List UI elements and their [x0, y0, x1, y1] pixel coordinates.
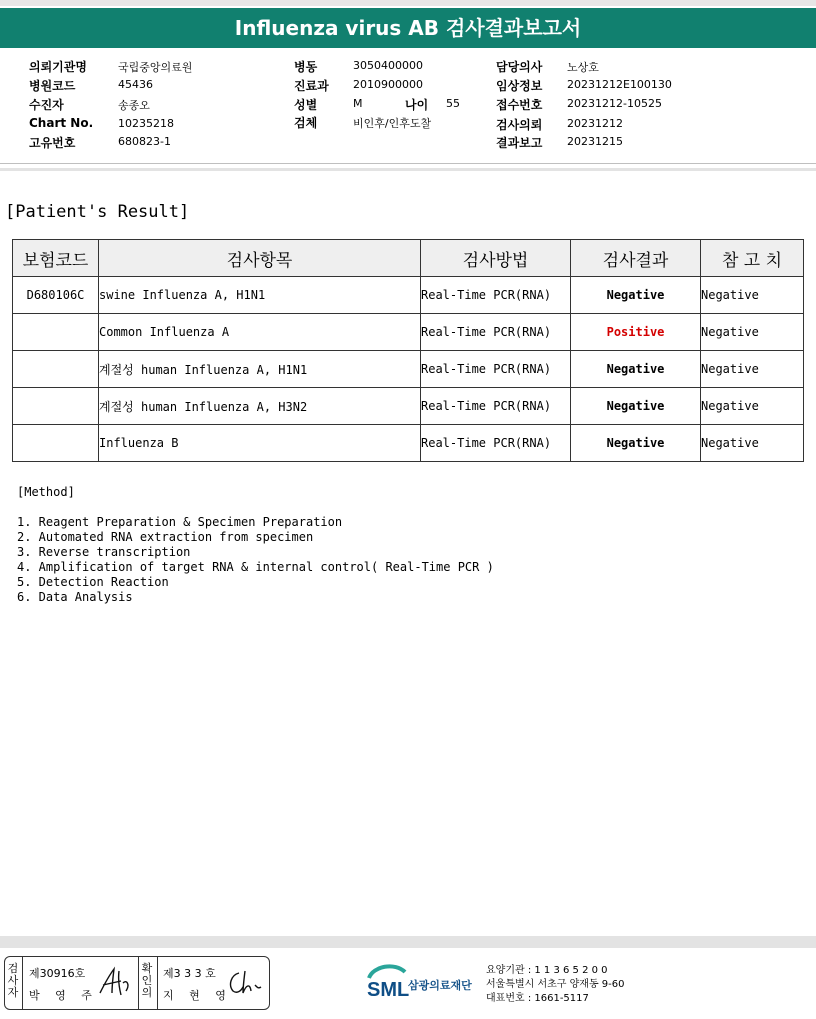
institution-number: 요양기관 : 1 1 3 6 5 2 0 0 — [486, 965, 608, 976]
report-date-value: 20231215 — [567, 135, 623, 148]
divider — [138, 957, 139, 1009]
test-method-cell: Real-Time PCR(RNA) — [421, 425, 571, 462]
column-header: 검사방법 — [421, 240, 571, 277]
patient-info-block — [0, 56, 816, 168]
test-item-cell: Influenza B — [99, 425, 421, 462]
method-step: 4. Amplification of target RNA & internal control( Real-Time PCR ) — [17, 560, 494, 574]
phone-number: 대표번호 : 1661-5117 — [486, 993, 589, 1004]
signature-box — [4, 956, 270, 1010]
age-label: 나이 — [405, 98, 429, 112]
reference-cell: Negative — [701, 277, 804, 314]
request-date-label: 검사의뢰 — [496, 118, 543, 132]
table-header-row — [13, 240, 804, 277]
hospital-value: 국립중앙의료원 — [118, 61, 193, 74]
table-row — [13, 314, 804, 351]
logo-text: SML — [367, 979, 410, 1001]
tester-signature-icon — [97, 965, 133, 999]
divider — [157, 957, 158, 1009]
reference-cell: Negative — [701, 351, 804, 388]
table-row — [13, 425, 804, 462]
sex-value: M — [353, 97, 363, 110]
test-method-cell: Real-Time PCR(RNA) — [421, 388, 571, 425]
clinical-info-label: 임상정보 — [496, 79, 543, 93]
test-result-cell: Negative — [571, 351, 701, 388]
confirmer-name: 지 현 영 — [163, 989, 232, 1002]
insurance-code-cell: D680106C — [13, 277, 99, 314]
report-title: Influenza virus AB 검사결과보고서 — [0, 8, 816, 48]
test-item-cell: swine Influenza A, H1N1 — [99, 277, 421, 314]
examinee-value: 송종오 — [118, 99, 150, 112]
table-row — [13, 388, 804, 425]
contact-info — [486, 964, 625, 1006]
hospital-label: 의뢰기관명 — [29, 60, 87, 74]
test-result-cell: Positive — [571, 314, 701, 351]
department-value: 2010900000 — [353, 78, 423, 91]
footer-gray-band — [0, 936, 816, 948]
test-item-cell: 계절성 human Influenza A, H1N1 — [99, 351, 421, 388]
table-row — [13, 351, 804, 388]
unique-number-value: 680823-1 — [118, 135, 171, 148]
receipt-number-value: 20231212-10525 — [567, 97, 662, 110]
insurance-code-cell — [13, 388, 99, 425]
test-method-cell: Real-Time PCR(RNA) — [421, 277, 571, 314]
examinee-label: 수진자 — [29, 98, 64, 112]
tester-name: 박 영 주 — [29, 989, 98, 1002]
reference-cell: Negative — [701, 314, 804, 351]
doctor-label: 담당의사 — [496, 60, 543, 74]
test-item-cell: Common Influenza A — [99, 314, 421, 351]
department-label: 진료과 — [294, 79, 329, 93]
test-item-cell: 계절성 human Influenza A, H3N2 — [99, 388, 421, 425]
confirmer-signature-icon — [225, 967, 263, 997]
ward-value: 3050400000 — [353, 59, 423, 72]
column-header: 참 고 치 — [701, 240, 804, 277]
method-title: [Method] — [17, 485, 75, 499]
insurance-code-cell — [13, 314, 99, 351]
hospital-code-label: 병원코드 — [29, 79, 76, 93]
sex-label: 성별 — [294, 98, 318, 112]
ward-label: 병동 — [294, 60, 318, 74]
method-step: 1. Reagent Preparation & Specimen Preparation — [17, 515, 343, 529]
receipt-number-label: 접수번호 — [496, 98, 543, 112]
confirmer-label: 확 인 의 — [141, 962, 153, 999]
method-step: 6. Data Analysis — [17, 590, 133, 604]
specimen-value: 비인후/인후도찰 — [353, 117, 432, 130]
report-date-label: 결과보고 — [496, 136, 543, 150]
tester-license-number: 제30916호 — [29, 967, 86, 980]
section-title: [Patient's Result] — [5, 202, 190, 222]
chart-number-label: Chart No. — [29, 116, 94, 130]
test-result-cell: Negative — [571, 425, 701, 462]
column-header: 보험코드 — [13, 240, 99, 277]
method-step: 5. Detection Reaction — [17, 575, 169, 589]
unique-number-label: 고유번호 — [29, 136, 76, 150]
doctor-value: 노상호 — [567, 61, 599, 74]
insurance-code-cell — [13, 351, 99, 388]
specimen-label: 검체 — [294, 116, 318, 130]
divider — [0, 163, 816, 164]
insurance-code-cell — [13, 425, 99, 462]
chart-number-value: 10235218 — [118, 117, 174, 130]
divider — [22, 957, 23, 1009]
top-gray-band — [0, 0, 816, 6]
table-row — [13, 277, 804, 314]
test-method-cell: Real-Time PCR(RNA) — [421, 351, 571, 388]
tester-label: 검 사 자 — [7, 962, 19, 999]
test-method-cell: Real-Time PCR(RNA) — [421, 314, 571, 351]
age-value: 55 — [446, 97, 460, 110]
method-step: 3. Reverse transcription — [17, 545, 191, 559]
method-section — [17, 485, 494, 605]
organization-name: 삼광의료재단 — [408, 979, 472, 992]
test-result-cell: Negative — [571, 277, 701, 314]
column-header: 검사결과 — [571, 240, 701, 277]
test-result-cell: Negative — [571, 388, 701, 425]
divider — [0, 168, 816, 171]
request-date-value: 20231212 — [567, 117, 623, 130]
address: 서울특별시 서초구 양재동 9-60 — [486, 979, 625, 990]
results-table — [12, 239, 804, 462]
reference-cell: Negative — [701, 388, 804, 425]
column-header: 검사항목 — [99, 240, 421, 277]
report-footer — [0, 936, 816, 1019]
reference-cell: Negative — [701, 425, 804, 462]
confirmer-license-number: 제3 3 3 호 — [163, 967, 216, 980]
hospital-code-value: 45436 — [118, 78, 153, 91]
clinical-info-value: 20231212E100130 — [567, 78, 672, 91]
method-step: 2. Automated RNA extraction from specimen — [17, 530, 314, 544]
